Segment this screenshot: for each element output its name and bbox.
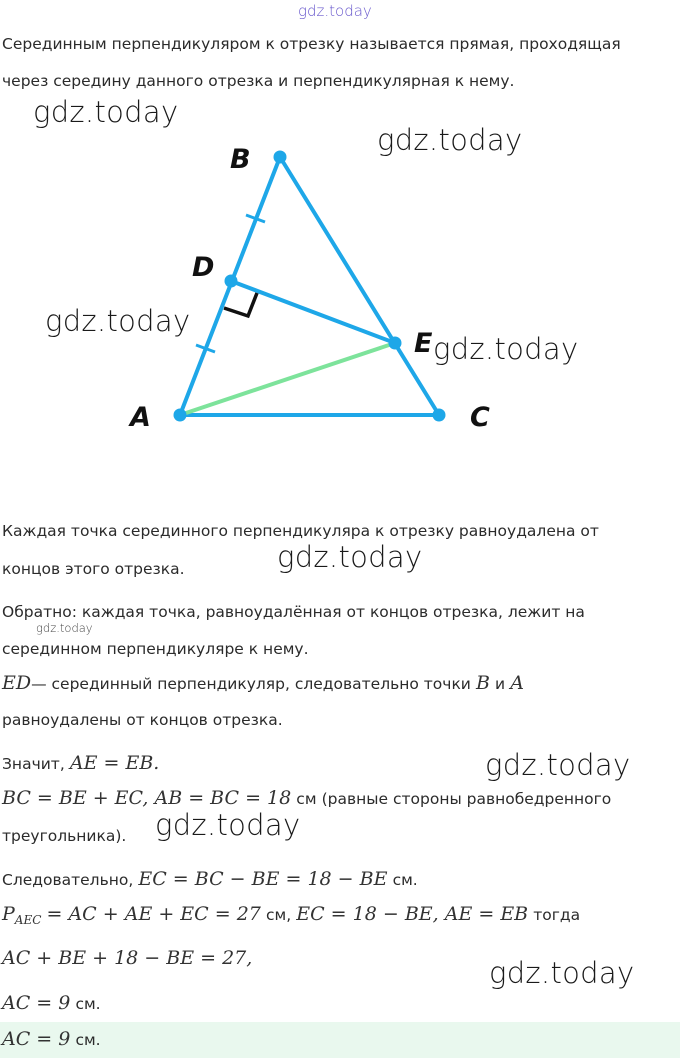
watermark: gdz.today <box>45 304 191 338</box>
point-a <box>174 409 187 422</box>
segment-de <box>231 281 395 343</box>
watermark: gdz.today <box>155 808 301 842</box>
unit-text: см, <box>265 906 292 924</box>
watermark-top: gdz.today <box>298 2 372 20</box>
step-text: — серединный перпендикуляр, следовательно точки <box>31 675 471 693</box>
point-e <box>389 337 402 350</box>
watermark-small: gdz.today <box>36 621 93 635</box>
watermark: gdz.today <box>277 540 423 574</box>
watermark: gdz.today <box>377 123 523 157</box>
definition-line-1: Серединным перпендикуляром к отрезку называется прямая, проходящая <box>2 35 621 53</box>
watermark: gdz.today <box>489 956 635 990</box>
label-e: E <box>414 328 433 359</box>
label-b: B <box>230 144 251 175</box>
segment-ae <box>180 343 395 415</box>
watermark: gdz.today <box>485 748 631 782</box>
math-sum: AC + BE + 18 − BE = 27, <box>2 947 253 969</box>
unit-text: см <box>296 790 317 808</box>
property-line-1: Каждая точка серединного перпендикуляра к отрезку равноудалена от <box>2 522 599 540</box>
step-label: Следовательно, <box>2 871 134 889</box>
solution-step-1-line-2: равноудалены от концов отрезка. <box>2 711 283 729</box>
solution-step-4 <box>2 868 418 890</box>
solution-step-7 <box>2 992 101 1014</box>
step-text: тогда <box>533 906 581 924</box>
math-relations: EC = 18 − BE, AE = EB <box>296 903 529 925</box>
converse-line-2: серединном перпендикуляре к нему. <box>2 640 309 658</box>
math-b: B <box>475 672 490 694</box>
step-label: Значит, <box>2 755 65 773</box>
math-p: P <box>2 903 15 925</box>
answer-line <box>2 1028 101 1050</box>
answer-unit: см. <box>75 1031 101 1049</box>
label-c: C <box>470 402 490 433</box>
watermark: gdz.today <box>33 95 179 129</box>
property-line-2: концов этого отрезка. <box>2 560 185 578</box>
point-b <box>274 151 287 164</box>
unit-text: см. <box>75 995 101 1013</box>
math-ed: ED <box>2 672 32 694</box>
label-d: D <box>192 252 215 283</box>
solution-step-3-line-2: треугольника). <box>2 827 127 845</box>
math-ec: EC = BC − BE = 18 − BE <box>138 868 388 890</box>
definition-line-2: через середину данного отрезка и перпендикулярная к нему. <box>2 72 515 90</box>
math-ac: AC = 9 <box>2 992 71 1014</box>
answer-math: AC = 9 <box>2 1028 71 1050</box>
point-d <box>225 275 238 288</box>
label-a: A <box>130 402 151 433</box>
step-text: (равные стороны равнобедренного <box>321 790 612 808</box>
solution-step-3 <box>2 787 611 809</box>
math-perimeter: = AC + AE + EC = 27 <box>46 903 261 925</box>
watermark: gdz.today <box>433 332 579 366</box>
side-bc <box>280 157 439 415</box>
solution-step-2 <box>2 752 159 774</box>
solution-step-6 <box>2 947 252 969</box>
solution-step-5 <box>2 903 580 927</box>
triangle-sides <box>180 157 439 415</box>
point-c <box>433 409 446 422</box>
converse-line-1: Обратно: каждая точка, равноудалённая от концов отрезка, лежит на <box>2 603 585 621</box>
solution-step-1 <box>2 672 524 694</box>
step-text: и <box>495 675 506 693</box>
math-a: A <box>510 672 524 694</box>
right-angle-marker <box>224 293 257 316</box>
math-ae-eb: AE = EB. <box>69 752 160 774</box>
triangle-figure <box>0 100 680 460</box>
math-subscript-aec: AEC <box>14 913 42 927</box>
answer-box <box>0 1022 680 1058</box>
math-bc: BC = BE + EC, AB = BC = 18 <box>2 787 292 809</box>
unit-text: см. <box>392 871 418 889</box>
